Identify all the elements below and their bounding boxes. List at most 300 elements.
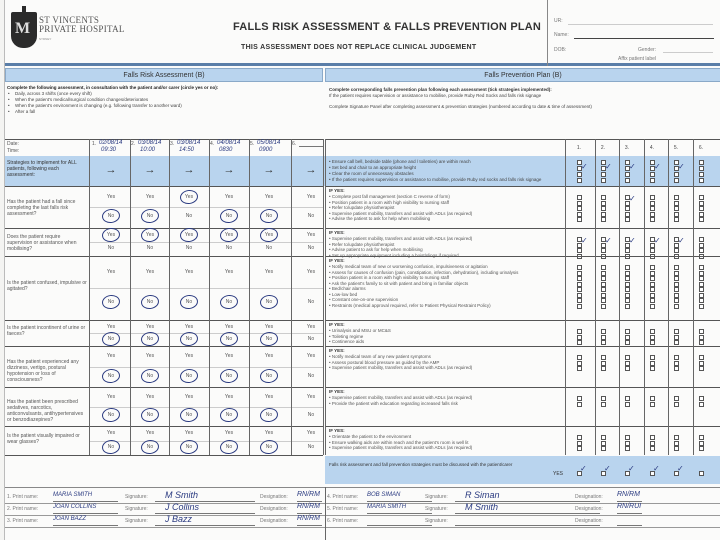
strategy-checkbox[interactable] [674, 361, 679, 366]
strategy-checkbox[interactable] [625, 355, 630, 360]
name-field[interactable] [574, 38, 714, 39]
yes-option[interactable]: Yes [184, 430, 194, 437]
strategy-checkbox[interactable] [601, 172, 606, 177]
no-option[interactable]: No [265, 335, 273, 342]
no-option[interactable]: No [265, 245, 273, 252]
strategy-checkbox[interactable] [625, 304, 630, 309]
strategy-checkbox[interactable] [601, 212, 606, 217]
strategy-checkbox[interactable] [650, 287, 655, 292]
strategy-checkbox[interactable] [601, 217, 606, 222]
entry-date-field[interactable] [299, 146, 324, 147]
yes-option[interactable]: Yes [184, 353, 194, 360]
designation-value[interactable]: RN/RM [617, 491, 640, 498]
designation-field[interactable] [297, 513, 322, 514]
no-option[interactable]: No [307, 372, 315, 379]
strategy-checkbox[interactable] [674, 276, 679, 281]
strategy-checkbox[interactable] [577, 335, 582, 340]
strategy-checkbox[interactable] [601, 366, 606, 371]
yes-option[interactable]: Yes [106, 353, 116, 360]
strategy-checkbox[interactable] [601, 329, 606, 334]
no-option[interactable]: No [185, 335, 193, 342]
entry-number: 5. [250, 141, 255, 147]
strategy-checkbox[interactable] [625, 402, 630, 407]
strategy-checkbox[interactable] [674, 446, 679, 451]
strategy-checkbox[interactable] [577, 441, 582, 446]
strategy-checkbox[interactable] [674, 206, 679, 211]
strategy-checkbox[interactable] [625, 329, 630, 334]
signature-number: 3. Print name: [7, 518, 39, 524]
strategy-checkbox[interactable] [577, 361, 582, 366]
no-option[interactable]: No [185, 213, 193, 220]
no-option[interactable]: No [107, 412, 115, 419]
yes-option[interactable]: Yes [224, 393, 234, 400]
print-name-value[interactable]: BOB SIMAN [367, 492, 401, 498]
strategy-checkbox[interactable] [601, 355, 606, 360]
no-option[interactable]: No [225, 412, 233, 419]
yes-option[interactable]: Yes [224, 269, 234, 275]
no-option[interactable]: No [146, 245, 154, 252]
designation-field[interactable] [297, 525, 322, 526]
strategy-checkbox[interactable] [625, 248, 630, 253]
strategy-checkbox[interactable] [699, 276, 704, 281]
no-option[interactable]: No [146, 443, 154, 450]
no-option[interactable]: No [185, 245, 193, 252]
strategy-checkbox[interactable] [650, 361, 655, 366]
strategy-checkbox[interactable] [674, 293, 679, 298]
strategy-checkbox[interactable] [650, 298, 655, 303]
strategy-checkbox[interactable] [699, 160, 704, 165]
print-name-field[interactable] [367, 525, 432, 526]
yes-option[interactable]: Yes [184, 393, 194, 400]
yes-option[interactable]: Yes [106, 269, 116, 275]
yes-option[interactable]: Yes [145, 269, 155, 275]
no-option[interactable]: No [307, 213, 315, 220]
strategy-checkbox[interactable] [650, 329, 655, 334]
no-option[interactable]: No [185, 412, 193, 419]
strategy-checkbox[interactable] [650, 366, 655, 371]
no-option[interactable]: No [185, 299, 193, 306]
strategy-checkbox[interactable] [650, 304, 655, 309]
strategy-checkbox[interactable] [601, 361, 606, 366]
strategy-checkbox[interactable] [699, 287, 704, 292]
strategy-checkbox[interactable] [699, 329, 704, 334]
strategy-checkbox[interactable] [601, 340, 606, 345]
yes-option[interactable]: Yes [106, 393, 116, 400]
strategy-checkbox[interactable] [674, 329, 679, 334]
strategy-checkbox[interactable] [699, 265, 704, 270]
strategy-checkbox[interactable] [699, 304, 704, 309]
no-option[interactable]: No [225, 372, 233, 379]
yes-option[interactable]: Yes [306, 353, 316, 360]
yes-option[interactable]: Yes [145, 430, 155, 437]
no-option[interactable]: No [225, 299, 233, 306]
strategy-checkbox[interactable] [625, 298, 630, 303]
strategy-checkbox[interactable] [625, 271, 630, 276]
plan-strategy-item: • Supervise patient mobility, transfers and assist with ADLs (as required) [329, 210, 473, 216]
strategy-checkbox[interactable] [674, 201, 679, 206]
strategy-checkbox[interactable] [674, 441, 679, 446]
no-option[interactable]: No [225, 245, 233, 252]
strategy-checkbox[interactable] [601, 293, 606, 298]
strategy-checkbox[interactable] [650, 201, 655, 206]
no-option[interactable]: No [307, 335, 315, 342]
no-option[interactable]: No [107, 443, 115, 450]
designation-field[interactable] [297, 501, 322, 502]
strategy-checkbox[interactable] [699, 340, 704, 345]
strategy-checkbox[interactable] [650, 206, 655, 211]
strategy-checkbox[interactable] [601, 402, 606, 407]
no-option[interactable]: No [225, 213, 233, 220]
yes-option[interactable]: Yes [145, 323, 155, 330]
strategy-checkbox[interactable] [601, 178, 606, 183]
entry-date[interactable]: 03/08/14 [177, 140, 201, 146]
strategy-checkbox[interactable] [601, 201, 606, 206]
entry-date[interactable]: 03/08/14 [138, 140, 162, 146]
entry-time[interactable]: 14:50 [179, 147, 195, 153]
signature-value[interactable]: R Siman [465, 490, 500, 500]
strategy-checkbox[interactable] [674, 265, 679, 270]
strategy-checkbox[interactable] [699, 441, 704, 446]
signature-field[interactable] [155, 525, 255, 526]
yes-option[interactable]: Yes [264, 323, 274, 330]
strategy-checkbox[interactable] [601, 446, 606, 451]
strategy-checkbox[interactable] [625, 206, 630, 211]
print-name-field[interactable] [53, 513, 118, 514]
strategy-checkbox[interactable] [699, 282, 704, 287]
strategy-checkbox[interactable] [601, 276, 606, 281]
strategy-checkbox[interactable] [674, 287, 679, 292]
strategy-checkbox[interactable] [650, 212, 655, 217]
strategy-checkbox[interactable] [650, 172, 655, 177]
strategy-checkbox[interactable] [674, 396, 679, 401]
strategy-checkbox[interactable] [674, 248, 679, 253]
strategy-checkbox[interactable] [650, 282, 655, 287]
strategy-checkbox[interactable] [625, 287, 630, 292]
yes-option[interactable]: Yes [306, 232, 316, 238]
yes-option[interactable]: Yes [106, 323, 116, 330]
gender-field[interactable] [663, 52, 713, 53]
strategy-checkbox[interactable] [577, 248, 582, 253]
strategy-checkbox[interactable] [577, 287, 582, 292]
yes-option[interactable]: Yes [264, 353, 274, 360]
strategy-checkbox[interactable] [699, 201, 704, 206]
strategy-checkbox[interactable] [577, 293, 582, 298]
print-name-field[interactable] [53, 501, 118, 502]
yes-option[interactable]: Yes [264, 232, 274, 238]
strategy-checkbox[interactable] [699, 243, 704, 248]
strategy-checkbox[interactable] [699, 172, 704, 177]
yes-option[interactable]: Yes [224, 193, 234, 200]
strategy-checkbox[interactable] [699, 178, 704, 183]
designation-field[interactable] [617, 513, 642, 514]
no-option[interactable]: No [185, 372, 193, 379]
strategy-checkbox[interactable] [699, 435, 704, 440]
entry-date[interactable]: 04/08/14 [217, 140, 241, 146]
strategy-checkbox[interactable] [699, 237, 704, 242]
print-name-value[interactable]: JOAN COLLINS [53, 504, 97, 510]
yes-option[interactable]: Yes [264, 269, 274, 275]
strategy-checkbox[interactable] [601, 335, 606, 340]
strategy-checkbox[interactable] [674, 402, 679, 407]
yes-option[interactable]: Yes [145, 193, 155, 200]
strategy-checkbox[interactable] [625, 217, 630, 222]
yes-option[interactable]: Yes [264, 193, 274, 200]
strategy-checkbox[interactable] [625, 396, 630, 401]
signature-value[interactable]: M Smith [165, 490, 199, 500]
no-option[interactable]: No [265, 412, 273, 419]
no-option[interactable]: No [107, 335, 115, 342]
strategy-checkbox[interactable] [650, 441, 655, 446]
strategy-checkbox[interactable] [674, 355, 679, 360]
no-option[interactable]: No [265, 443, 273, 450]
no-option[interactable]: No [107, 245, 115, 252]
designation-value[interactable]: RN/RM [297, 491, 320, 498]
yes-option[interactable]: Yes [145, 393, 155, 400]
no-option[interactable]: No [225, 335, 233, 342]
ur-field[interactable] [568, 24, 713, 25]
strategy-checkbox[interactable] [650, 355, 655, 360]
strategy-checkbox[interactable] [650, 335, 655, 340]
strategy-checkbox[interactable] [601, 282, 606, 287]
strategy-checkbox[interactable] [577, 172, 582, 177]
strategy-checkbox[interactable] [577, 355, 582, 360]
designation-value[interactable]: RN/RM [297, 515, 320, 522]
strategy-checkbox[interactable] [577, 304, 582, 309]
strategy-checkbox[interactable] [601, 206, 606, 211]
yes-option[interactable]: Yes [224, 232, 234, 238]
strategy-checkbox[interactable] [674, 172, 679, 177]
strategy-checkbox[interactable] [699, 402, 704, 407]
no-option[interactable]: No [107, 299, 115, 306]
yes-option[interactable]: Yes [264, 393, 274, 400]
strategy-checkbox[interactable] [699, 366, 704, 371]
strategy-checkbox[interactable] [577, 178, 582, 183]
entry-time[interactable]: 09:30 [101, 147, 117, 153]
strategy-checkbox[interactable] [625, 178, 630, 183]
strategy-checkbox[interactable] [674, 366, 679, 371]
strategy-checkbox[interactable] [650, 248, 655, 253]
strategy-checkbox[interactable] [699, 217, 704, 222]
signature-field[interactable] [455, 525, 600, 526]
strategy-checkbox[interactable] [601, 271, 606, 276]
no-option[interactable]: No [225, 443, 233, 450]
strategy-checkbox[interactable] [625, 441, 630, 446]
strategy-checkbox[interactable] [577, 271, 582, 276]
plan-group-top [325, 346, 720, 347]
no-option[interactable]: No [107, 372, 115, 379]
strategy-checkbox[interactable] [699, 446, 704, 451]
strategy-checkbox[interactable] [650, 178, 655, 183]
yes-option[interactable]: Yes [184, 193, 194, 200]
strategy-checkbox[interactable] [674, 335, 679, 340]
print-name-value[interactable]: JOAN BAZZ [53, 516, 87, 522]
strategy-checkbox[interactable] [699, 195, 704, 200]
strategy-checkbox[interactable] [625, 435, 630, 440]
strategy-checkbox[interactable] [577, 265, 582, 270]
strategy-checkbox[interactable] [674, 271, 679, 276]
strategy-checkbox[interactable] [601, 435, 606, 440]
no-option[interactable]: No [307, 443, 315, 450]
strategy-checkbox[interactable] [650, 402, 655, 407]
strategy-checkbox[interactable] [577, 195, 582, 200]
strategy-checkbox[interactable] [674, 435, 679, 440]
strategy-checkbox[interactable] [699, 298, 704, 303]
yes-option[interactable]: Yes [224, 353, 234, 360]
strategy-checkbox[interactable] [577, 217, 582, 222]
strategy-checkbox[interactable] [625, 212, 630, 217]
strategy-checkbox[interactable] [625, 293, 630, 298]
strategy-checkbox[interactable] [625, 361, 630, 366]
designation-field[interactable] [617, 525, 642, 526]
print-name-value[interactable]: MARIA SMITH [53, 492, 93, 498]
strategy-checkbox[interactable] [650, 195, 655, 200]
designation-field[interactable] [617, 501, 642, 502]
no-option[interactable]: No [107, 213, 115, 220]
strategy-checkbox[interactable] [699, 335, 704, 340]
strategy-checkbox[interactable] [674, 195, 679, 200]
strategy-checkbox[interactable] [625, 335, 630, 340]
entry-date[interactable]: 05/08/14 [257, 140, 281, 146]
yes-option[interactable]: Yes [106, 193, 116, 200]
strategy-checkbox[interactable] [699, 396, 704, 401]
strategy-checkbox[interactable] [625, 276, 630, 281]
yes-option[interactable]: Yes [264, 430, 274, 437]
strategy-checkbox[interactable] [650, 265, 655, 270]
strategy-checkbox[interactable] [577, 276, 582, 281]
print-name-field[interactable] [367, 513, 432, 514]
strategy-checkbox[interactable] [674, 298, 679, 303]
no-option[interactable]: No [146, 335, 154, 342]
yes-option[interactable]: Yes [106, 430, 116, 437]
yes-option[interactable]: Yes [306, 323, 316, 330]
signature-value[interactable]: M Smith [465, 502, 499, 512]
strategy-checkbox[interactable] [577, 396, 582, 401]
signature-value[interactable]: J Bazz [165, 514, 193, 524]
strategy-checkbox[interactable] [699, 248, 704, 253]
strategy-checkbox[interactable] [577, 446, 582, 451]
strategy-checkbox[interactable] [601, 298, 606, 303]
yes-option[interactable]: Yes [106, 232, 116, 238]
entry-date[interactable]: 02/08/14 [99, 140, 123, 146]
strategy-checkbox[interactable] [650, 340, 655, 345]
strategy-checkbox[interactable] [601, 265, 606, 270]
yes-option[interactable]: Yes [224, 430, 234, 437]
strategy-checkbox[interactable] [699, 271, 704, 276]
no-option[interactable]: No [146, 372, 154, 379]
strategy-checkbox[interactable] [674, 282, 679, 287]
no-option[interactable]: No [265, 372, 273, 379]
designation-label: Designation: [260, 506, 288, 512]
strategy-checkbox[interactable] [625, 446, 630, 451]
entry-time[interactable]: 0830 [219, 147, 233, 153]
print-name-value[interactable]: MARIA SMITH [367, 504, 407, 510]
yes-option[interactable]: Yes [306, 193, 316, 200]
strategy-checkbox[interactable] [577, 201, 582, 206]
strategy-checkbox[interactable] [577, 329, 582, 334]
strategy-checkbox[interactable] [625, 366, 630, 371]
print-name-field[interactable] [53, 525, 118, 526]
strategy-checkbox[interactable] [577, 435, 582, 440]
print-name-field[interactable] [367, 501, 432, 502]
no-option[interactable]: No [307, 299, 315, 306]
discussed-checkbox[interactable] [699, 471, 704, 476]
strategy-checkbox[interactable] [699, 361, 704, 366]
no-option[interactable]: No [307, 245, 315, 252]
plan-group-top [325, 426, 720, 427]
no-option[interactable]: No [265, 299, 273, 306]
signature-value[interactable]: J Collins [165, 502, 200, 512]
yes-option[interactable]: Yes [184, 232, 194, 238]
entry-time[interactable]: 0900 [259, 147, 273, 153]
yes-option[interactable]: Yes [224, 323, 234, 330]
strategy-checkbox[interactable] [650, 293, 655, 298]
strategy-checkbox[interactable] [577, 212, 582, 217]
strategy-checkbox[interactable] [650, 435, 655, 440]
strategy-checkbox[interactable] [577, 298, 582, 303]
yes-option[interactable]: Yes [306, 269, 316, 275]
strategy-checkbox[interactable] [674, 340, 679, 345]
no-option[interactable]: No [146, 412, 154, 419]
strategy-checkbox[interactable] [650, 276, 655, 281]
strategy-checkbox[interactable] [650, 217, 655, 222]
yes-option[interactable]: Yes [145, 353, 155, 360]
strategy-checkbox[interactable] [625, 265, 630, 270]
designation-value[interactable]: RN/RUI [617, 503, 642, 510]
strategy-checkbox[interactable] [577, 402, 582, 407]
signature-field[interactable] [455, 513, 600, 514]
yes-option[interactable]: Yes [184, 269, 194, 275]
strategy-checkbox[interactable] [699, 212, 704, 217]
no-option[interactable]: No [146, 213, 154, 220]
no-option[interactable]: No [185, 443, 193, 450]
strategy-checkbox[interactable] [674, 304, 679, 309]
strategy-checkbox[interactable] [577, 366, 582, 371]
strategy-checkbox[interactable] [699, 293, 704, 298]
yes-option[interactable]: Yes [145, 232, 155, 238]
strategy-checkbox[interactable] [625, 172, 630, 177]
strategy-checkbox[interactable] [601, 287, 606, 292]
strategy-checkbox[interactable] [650, 396, 655, 401]
strategy-checkbox[interactable] [650, 271, 655, 276]
strategy-checkbox[interactable] [577, 206, 582, 211]
strategy-checkbox[interactable] [674, 212, 679, 217]
strategy-checkbox[interactable] [577, 282, 582, 287]
tick-icon: ✓ [628, 464, 635, 473]
no-option[interactable]: No [265, 213, 273, 220]
strategy-checkbox[interactable] [625, 282, 630, 287]
strategy-checkbox[interactable] [601, 248, 606, 253]
strategy-checkbox[interactable] [577, 340, 582, 345]
no-option[interactable]: No [146, 299, 154, 306]
strategy-checkbox[interactable] [699, 355, 704, 360]
entry-time[interactable]: 10:00 [140, 147, 156, 153]
strategy-checkbox[interactable] [699, 206, 704, 211]
strategy-checkbox[interactable] [699, 166, 704, 171]
strategy-checkbox[interactable] [601, 441, 606, 446]
strategy-checkbox[interactable] [650, 446, 655, 451]
strategy-checkbox[interactable] [674, 217, 679, 222]
strategy-checkbox[interactable] [625, 340, 630, 345]
designation-value[interactable]: RN/RM [297, 503, 320, 510]
yes-option[interactable]: Yes [306, 393, 316, 400]
strategy-checkbox[interactable] [601, 195, 606, 200]
yes-option[interactable]: Yes [306, 430, 316, 437]
yes-option[interactable]: Yes [184, 323, 194, 330]
no-option[interactable]: No [307, 412, 315, 419]
strategy-checkbox[interactable] [601, 396, 606, 401]
strategy-checkbox[interactable] [674, 178, 679, 183]
strategy-checkbox[interactable] [601, 304, 606, 309]
